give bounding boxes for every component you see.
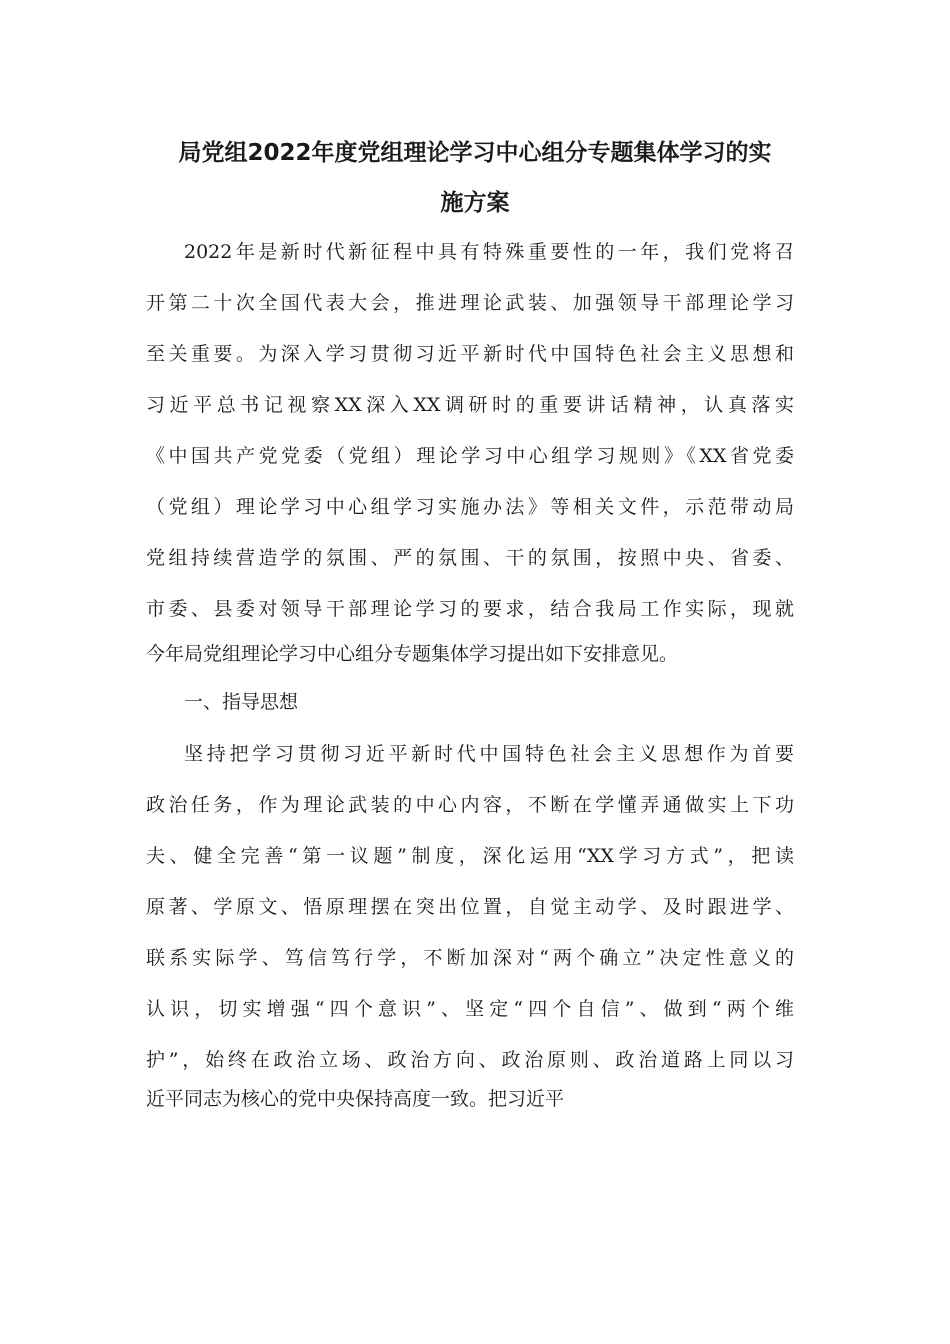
paragraph-1-line-3: 至关重要。为深入学习贯彻习近平新时代中国特色社会主义思想和 xyxy=(146,343,794,365)
paragraph-1-line-7: 党组持续营造学的氛围、严的氛围、干的氛围，按照中央、省委、 xyxy=(146,547,794,569)
paragraph-2-line-7: 护”，始终在政治立场、政治方向、政治原则、政治道路上同以习 xyxy=(146,1049,794,1071)
paragraph-1-line-4: 习近平总书记视察XX深入XX调研时的重要讲话精神，认真落实 xyxy=(146,394,794,416)
paragraph-2-line-2: 政治任务，作为理论武装的中心内容，不断在学懂弄通做实上下功 xyxy=(146,794,794,816)
section-1-heading: 一、指导思想 xyxy=(184,691,299,713)
paragraph-1-line-8: 市委、县委对领导干部理论学习的要求，结合我局工作实际，现就 xyxy=(146,598,794,620)
paragraph-1-line-6: （党组）理论学习中心组学习实施办法》等相关文件，示范带动局 xyxy=(146,496,794,518)
paragraph-2-line-5: 联系实际学、笃信笃行学，不断加深对“两个确立”决定性意义的 xyxy=(146,947,794,969)
paragraph-2-line-6: 认识，切实增强“四个意识”、坚定“四个自信”、做到“两个维 xyxy=(146,998,794,1020)
paragraph-2-line-1: 坚持把学习贯彻习近平新时代中国特色社会主义思想作为首要 xyxy=(184,743,794,765)
paragraph-2-line-4: 原著、学原文、悟原理摆在突出位置，自觉主动学、及时跟进学、 xyxy=(146,896,794,918)
paragraph-1-line-9: 今年局党组理论学习中心组分专题集体学习提出如下安排意见。 xyxy=(146,643,679,665)
document-title-line-1: 局党组2022年度党组理论学习中心组分专题集体学习的实 xyxy=(178,140,772,166)
document-title-line-2: 施方案 xyxy=(440,190,510,216)
paragraph-2-line-3: 夫、健全完善“第一议题”制度，深化运用“XX学习方式”，把读 xyxy=(146,845,794,867)
paragraph-1-line-1: 2022年是新时代新征程中具有特殊重要性的一年，我们党将召 xyxy=(184,241,794,263)
paragraph-2-line-8: 近平同志为核心的党中央保持高度一致。把习近平 xyxy=(146,1088,565,1110)
paragraph-1-line-2: 开第二十次全国代表大会，推进理论武装、加强领导干部理论学习 xyxy=(146,292,794,314)
paragraph-1-line-5: 《中国共产党党委（党组）理论学习中心组学习规则》《XX省党委 xyxy=(146,445,794,467)
